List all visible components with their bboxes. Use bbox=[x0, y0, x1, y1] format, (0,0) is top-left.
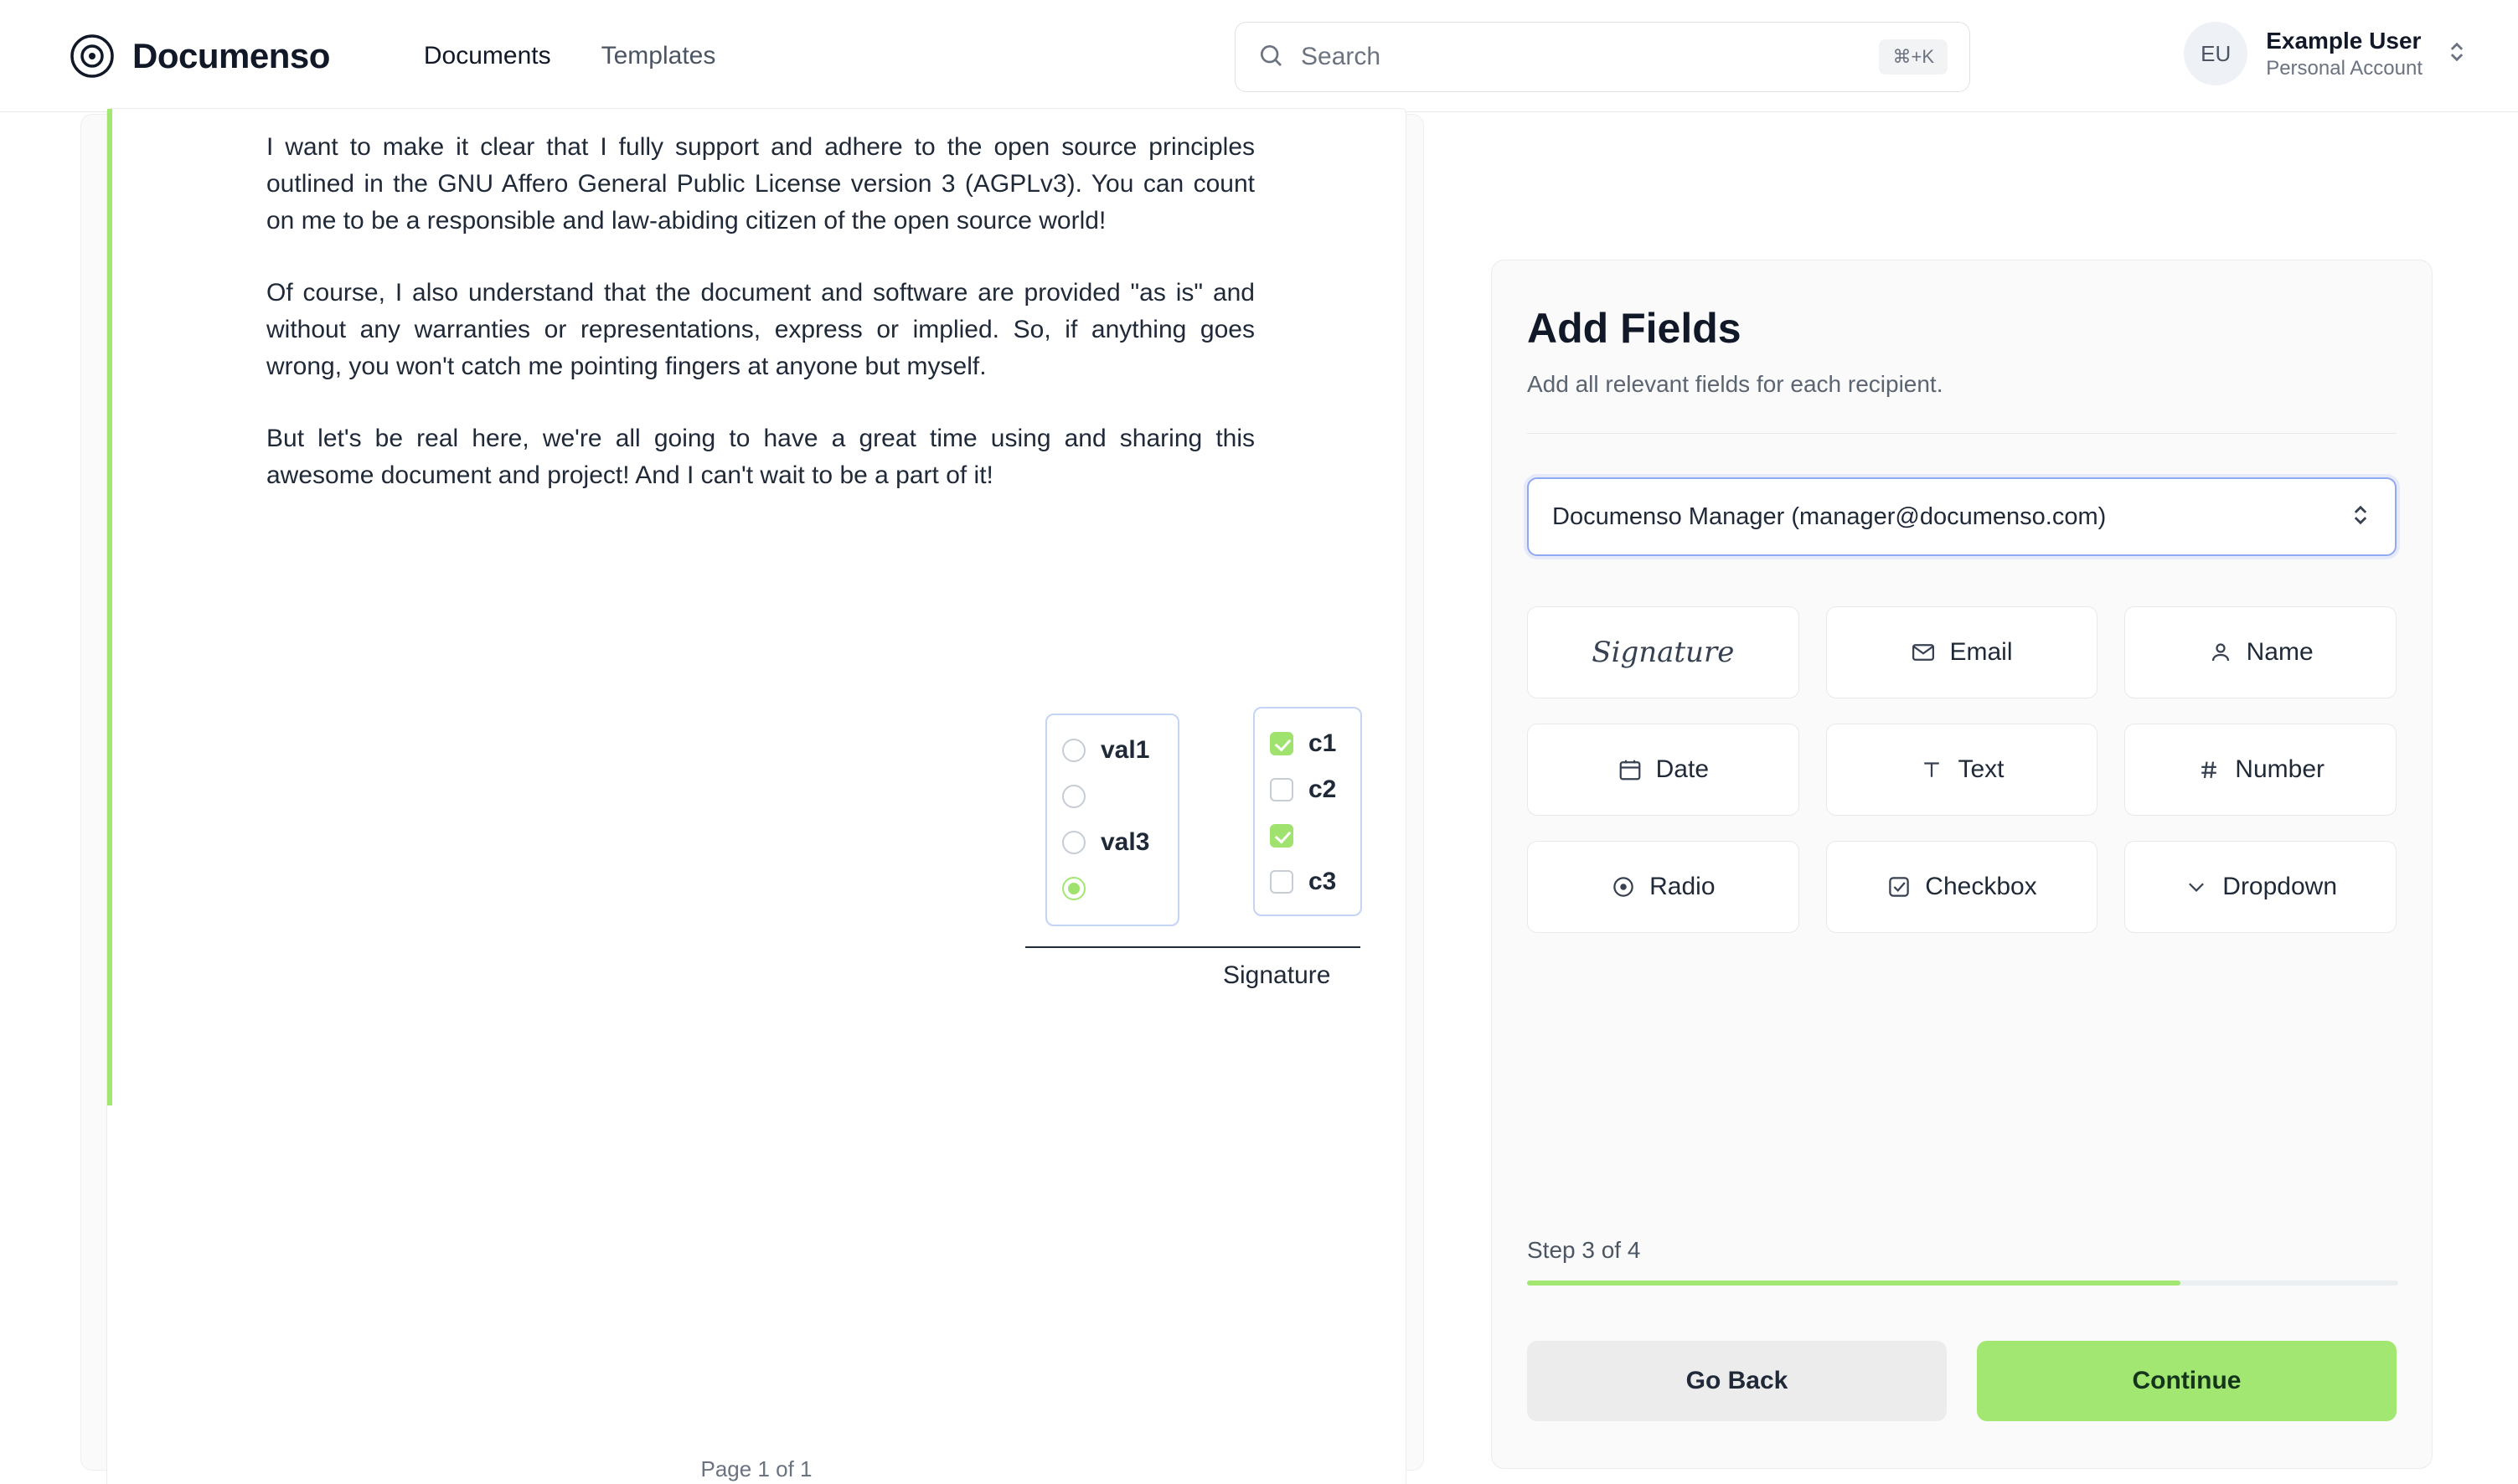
search-shortcut-badge: ⌘+K bbox=[1879, 39, 1948, 75]
main-content bbox=[0, 112, 2518, 1484]
radio-icon bbox=[1611, 874, 1636, 899]
account-subtitle: Personal Account bbox=[2266, 56, 2423, 80]
search-input[interactable] bbox=[1235, 22, 1970, 92]
document-page bbox=[106, 108, 1406, 1484]
app-header bbox=[0, 0, 2518, 112]
radio-icon[interactable] bbox=[1062, 785, 1086, 808]
main-nav bbox=[424, 42, 715, 70]
field-label: Dropdown bbox=[2222, 873, 2338, 900]
field-button-text[interactable] bbox=[1826, 724, 2098, 816]
field-button-name[interactable] bbox=[2124, 606, 2397, 698]
checkbox-icon bbox=[1886, 874, 1912, 899]
brand-name: Documenso bbox=[132, 35, 330, 75]
checkbox-option[interactable] bbox=[1270, 720, 1360, 766]
panel-subtitle: Add all relevant fields for each recipient. bbox=[1527, 371, 1943, 397]
hash-icon bbox=[2196, 757, 2221, 782]
field-button-radio[interactable] bbox=[1527, 841, 1799, 933]
page-indicator: Page 1 of 1 bbox=[700, 1456, 813, 1481]
radio-option-label: val3 bbox=[1101, 827, 1150, 856]
field-button-number[interactable] bbox=[2124, 724, 2397, 816]
continue-button[interactable]: Continue bbox=[1977, 1341, 2397, 1421]
avatar: EU bbox=[2184, 22, 2247, 85]
field-label: Number bbox=[2235, 755, 2325, 783]
document-paragraph: I want to make it clear that I fully support and adhere to the open source principles outlined in the GNU Affero General Public License version 3 (AGPLv3). You can count on me to be a responsible and law-abiding citizen of the open source world! bbox=[266, 133, 1255, 234]
radio-option[interactable] bbox=[1062, 727, 1178, 773]
recipient-select[interactable] bbox=[1527, 477, 2397, 556]
field-button-checkbox[interactable] bbox=[1826, 841, 2098, 933]
chevron-up-down-icon bbox=[2446, 38, 2468, 70]
checkbox-icon[interactable] bbox=[1270, 778, 1293, 801]
step-indicator: Step 3 of 4 bbox=[1527, 1237, 1641, 1263]
add-fields-panel bbox=[1491, 260, 2433, 1469]
field-label: Name bbox=[2246, 638, 2314, 666]
radio-icon[interactable] bbox=[1062, 831, 1086, 854]
field-label: Email bbox=[1949, 638, 2013, 666]
text-icon bbox=[1919, 757, 1944, 782]
divider bbox=[1527, 433, 2397, 434]
radio-icon[interactable] bbox=[1062, 739, 1086, 762]
field-label: Checkbox bbox=[1925, 873, 2037, 900]
nav-item-templates[interactable]: Templates bbox=[601, 41, 716, 70]
signature-line bbox=[1025, 946, 1360, 948]
nav-item-documents[interactable]: Documents bbox=[423, 41, 551, 70]
checkbox-option-label: c2 bbox=[1308, 775, 1337, 803]
field-button-date[interactable] bbox=[1527, 724, 1799, 816]
signature-icon: Signature bbox=[1592, 636, 1735, 669]
document-text bbox=[266, 129, 1255, 529]
go-back-button[interactable]: Go Back bbox=[1527, 1341, 1947, 1421]
field-button-signature[interactable] bbox=[1527, 606, 1799, 698]
search-placeholder: Search bbox=[1301, 43, 1381, 70]
radio-option[interactable] bbox=[1062, 819, 1178, 865]
radio-option-label: val1 bbox=[1101, 735, 1150, 764]
chevron-up-down-icon bbox=[2350, 501, 2371, 533]
document-panel bbox=[80, 114, 1424, 1481]
field-label: Radio bbox=[1649, 873, 1716, 900]
document-paragraph: But let's be real here, we're all going to have a great time using and sharing this awesome document and project! And I can't wait to be a part of it! bbox=[266, 425, 1255, 489]
recipient-color-bar bbox=[107, 109, 112, 1105]
field-grid bbox=[1527, 606, 2397, 933]
checkbox-icon[interactable] bbox=[1270, 732, 1293, 755]
account-text bbox=[2266, 28, 2423, 80]
account-menu[interactable] bbox=[2184, 22, 2468, 85]
checkbox-option[interactable] bbox=[1270, 858, 1360, 904]
progress-bar-fill bbox=[1527, 1280, 2180, 1286]
documenso-logo-icon bbox=[70, 34, 114, 78]
checkbox-option[interactable] bbox=[1270, 766, 1360, 812]
search-icon bbox=[1257, 42, 1284, 73]
account-name: Example User bbox=[2266, 27, 2422, 54]
envelope-icon bbox=[1911, 640, 1936, 665]
checkbox-option[interactable] bbox=[1270, 812, 1360, 858]
checkbox-option-label: c1 bbox=[1308, 729, 1337, 757]
field-label: Date bbox=[1655, 755, 1710, 783]
calendar-icon bbox=[1618, 757, 1643, 782]
radio-option[interactable] bbox=[1062, 773, 1178, 819]
document-checkbox-field[interactable] bbox=[1253, 707, 1362, 916]
field-button-dropdown[interactable] bbox=[2124, 841, 2397, 933]
checkbox-option-label: c3 bbox=[1308, 867, 1337, 895]
field-button-email[interactable] bbox=[1826, 606, 2098, 698]
field-label: Text bbox=[1958, 755, 2005, 783]
radio-option[interactable] bbox=[1062, 865, 1178, 911]
brand[interactable] bbox=[70, 34, 330, 78]
radio-icon[interactable] bbox=[1062, 877, 1086, 900]
user-icon bbox=[2208, 640, 2233, 665]
checkbox-icon[interactable] bbox=[1270, 824, 1293, 848]
panel-title: Add Fields bbox=[1527, 305, 1741, 352]
progress-bar bbox=[1527, 1280, 2398, 1286]
panel-actions bbox=[1527, 1341, 2397, 1421]
checkbox-icon[interactable] bbox=[1270, 870, 1293, 894]
chevron-down-icon bbox=[2184, 874, 2209, 899]
document-paragraph: Of course, I also understand that the document and software are provided "as is" and without any warranties or representations, express or implied. So, if anything goes wrong, you won't catch me pointing fingers at anyone but myself. bbox=[266, 279, 1255, 380]
document-radio-field[interactable] bbox=[1045, 714, 1179, 926]
recipient-select-value: Documenso Manager (manager@documenso.com) bbox=[1552, 502, 2107, 530]
signature-label: Signature bbox=[1223, 961, 1331, 989]
